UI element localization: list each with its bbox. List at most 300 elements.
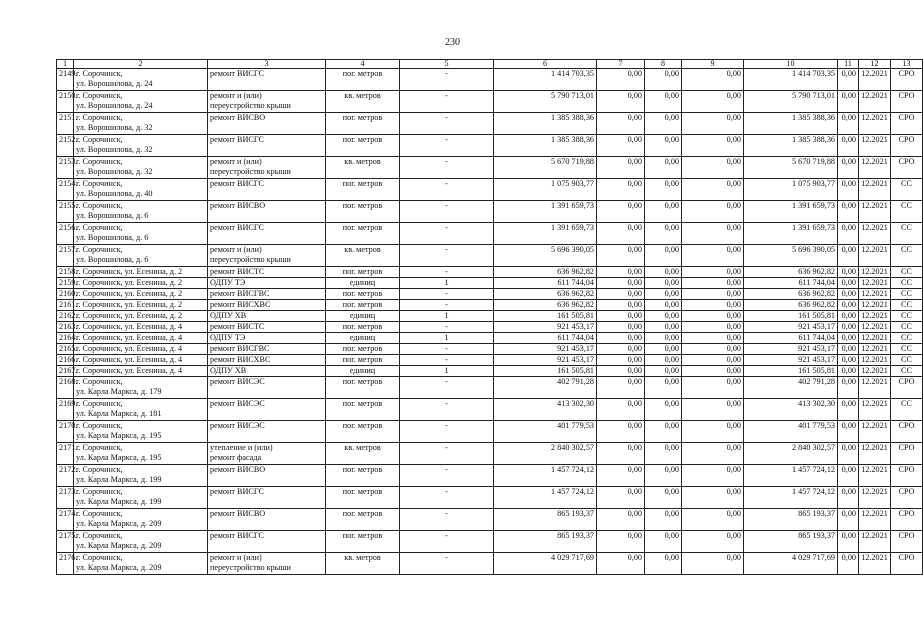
value-cell: 0,00 <box>838 377 859 399</box>
work-type-cell <box>208 421 326 443</box>
total-cost-cell: 1 391 659,73 <box>494 201 597 223</box>
fund-method-cell: СС <box>891 267 923 278</box>
address-line: г. Сорочинск, ул. Есенина, д. 4 <box>76 344 183 353</box>
value-cell: 0,00 <box>682 366 744 377</box>
value-cell: 0,00 <box>645 113 682 135</box>
value-cell: 0,00 <box>597 344 645 355</box>
work-type-line: ОДПУ ХВ <box>210 366 247 375</box>
unit-cell: пог. метров <box>326 69 400 91</box>
completion-date-cell: 12.2021 <box>859 322 891 333</box>
address-line: г. Сорочинск, <box>76 179 123 188</box>
row-number-cell: 2168. <box>57 377 74 399</box>
work-type-line: переустройство крыши <box>210 100 291 110</box>
work-type-cell <box>208 113 326 135</box>
address-line: г. Сорочинск, <box>76 465 123 474</box>
value-cell: 0,00 <box>838 531 859 553</box>
table-row <box>57 366 923 377</box>
address-line: г. Сорочинск, <box>76 223 123 232</box>
value-cell: 0,00 <box>645 223 682 245</box>
value-cell: 0,00 <box>645 322 682 333</box>
quantity-cell: - <box>400 135 494 157</box>
work-type-line: ремонт ВИСВО <box>210 201 266 210</box>
value-cell: 0,00 <box>645 344 682 355</box>
unit-cell: единиц <box>326 311 400 322</box>
quantity-cell: 1 <box>400 366 494 377</box>
fund-sum-cell: 921 453,17 <box>744 322 838 333</box>
unit-cell: пог. метров <box>326 355 400 366</box>
value-cell: 0,00 <box>838 344 859 355</box>
value-cell: 0,00 <box>645 421 682 443</box>
completion-date-cell: 12.2021 <box>859 223 891 245</box>
address-line: ул. Карла Маркса, д. 195 <box>76 452 162 462</box>
column-header: 9 <box>682 60 744 69</box>
total-cost-cell: 1 075 903,77 <box>494 179 597 201</box>
total-cost-cell: 636 962,82 <box>494 267 597 278</box>
value-cell: 0,00 <box>645 553 682 575</box>
work-type-line: ремонт ВИСТС <box>210 267 265 276</box>
fund-sum-cell: 2 840 302,57 <box>744 443 838 465</box>
row-number-cell: 2170. <box>57 421 74 443</box>
value-cell: 0,00 <box>597 69 645 91</box>
address-cell <box>74 201 208 223</box>
column-header: 5 <box>400 60 494 69</box>
fund-sum-cell: 1 391 659,73 <box>744 201 838 223</box>
quantity-cell: - <box>400 69 494 91</box>
address-cell <box>74 487 208 509</box>
completion-date-cell: 12.2021 <box>859 421 891 443</box>
address-cell <box>74 553 208 575</box>
address-line: г. Сорочинск, ул. Есенина, д. 4 <box>76 322 183 331</box>
work-type-line: ремонт ВИСХВС <box>210 300 271 309</box>
address-cell <box>74 157 208 179</box>
column-header: 1 <box>57 60 74 69</box>
table-row <box>57 223 923 245</box>
value-cell: 0,00 <box>682 91 744 113</box>
value-cell: 0,00 <box>597 223 645 245</box>
completion-date-cell: 12.2021 <box>859 366 891 377</box>
value-cell: 0,00 <box>597 531 645 553</box>
quantity-cell: 1 <box>400 333 494 344</box>
row-number-cell: 2158. <box>57 267 74 278</box>
unit-cell: единиц <box>326 366 400 377</box>
fund-method-cell: СРО <box>891 91 923 113</box>
value-cell: 0,00 <box>838 245 859 267</box>
unit-cell: пог. метров <box>326 113 400 135</box>
value-cell: 0,00 <box>645 509 682 531</box>
work-type-cell <box>208 344 326 355</box>
work-type-cell <box>208 245 326 267</box>
table-row <box>57 300 923 311</box>
address-line: ул. Ворошилова, д. 32 <box>76 122 153 132</box>
column-header: 4 <box>326 60 400 69</box>
value-cell: 0,00 <box>838 157 859 179</box>
total-cost-cell: 636 962,82 <box>494 289 597 300</box>
value-cell: 0,00 <box>597 245 645 267</box>
address-line: г. Сорочинск, <box>76 531 123 540</box>
address-cell <box>74 113 208 135</box>
unit-cell: пог. метров <box>326 344 400 355</box>
address-line: г. Сорочинск, <box>76 245 123 254</box>
table-row <box>57 267 923 278</box>
work-type-line: ремонт ВИСЭС <box>210 421 265 430</box>
work-type-cell <box>208 333 326 344</box>
quantity-cell: - <box>400 553 494 575</box>
work-type-line: ремонт и (или) <box>210 91 262 100</box>
table-row <box>57 487 923 509</box>
fund-sum-cell: 5 670 719,88 <box>744 157 838 179</box>
work-type-line: ремонт ВИСГВС <box>210 289 270 298</box>
address-line: ул. Карла Маркса, д. 181 <box>76 408 162 418</box>
address-line: г. Сорочинск, <box>76 113 123 122</box>
work-type-line: ремонт ВИСГС <box>210 223 264 232</box>
total-cost-cell: 1 457 724,12 <box>494 465 597 487</box>
completion-date-cell: 12.2021 <box>859 201 891 223</box>
fund-method-cell: СРО <box>891 421 923 443</box>
value-cell: 0,00 <box>597 355 645 366</box>
fund-method-cell: СС <box>891 333 923 344</box>
table-row <box>57 355 923 366</box>
quantity-cell: - <box>400 267 494 278</box>
table-row <box>57 278 923 289</box>
value-cell: 0,00 <box>838 179 859 201</box>
value-cell: 0,00 <box>597 278 645 289</box>
completion-date-cell: 12.2021 <box>859 135 891 157</box>
work-type-line: ремонт ВИСГВС <box>210 344 270 353</box>
value-cell: 0,00 <box>838 300 859 311</box>
quantity-cell: - <box>400 531 494 553</box>
completion-date-cell: 12.2021 <box>859 509 891 531</box>
table-row <box>57 421 923 443</box>
value-cell: 0,00 <box>838 465 859 487</box>
total-cost-cell: 1 391 659,73 <box>494 223 597 245</box>
work-type-line: ОДПУ ТЭ <box>210 333 246 342</box>
value-cell: 0,00 <box>645 69 682 91</box>
table-row <box>57 135 923 157</box>
work-type-cell <box>208 223 326 245</box>
table-row <box>57 443 923 465</box>
value-cell: 0,00 <box>597 399 645 421</box>
fund-method-cell: СРО <box>891 157 923 179</box>
row-number-cell: 2153. <box>57 157 74 179</box>
unit-cell: пог. метров <box>326 531 400 553</box>
address-line: ул. Ворошилова, д. 6 <box>76 210 149 220</box>
value-cell: 0,00 <box>682 311 744 322</box>
fund-method-cell: СС <box>891 201 923 223</box>
fund-sum-cell: 1 457 724,12 <box>744 487 838 509</box>
address-line: г. Сорочинск, <box>76 157 123 166</box>
completion-date-cell: 12.2021 <box>859 300 891 311</box>
value-cell: 0,00 <box>682 113 744 135</box>
work-type-cell <box>208 267 326 278</box>
work-type-cell <box>208 465 326 487</box>
address-cell <box>74 531 208 553</box>
value-cell: 0,00 <box>682 344 744 355</box>
address-line: г. Сорочинск, ул. Есенина, д. 4 <box>76 355 183 364</box>
quantity-cell: - <box>400 487 494 509</box>
value-cell: 0,00 <box>682 322 744 333</box>
completion-date-cell: 12.2021 <box>859 179 891 201</box>
value-cell: 0,00 <box>645 487 682 509</box>
value-cell: 0,00 <box>645 443 682 465</box>
row-number-cell: 2159. <box>57 278 74 289</box>
completion-date-cell: 12.2021 <box>859 113 891 135</box>
quantity-cell: - <box>400 113 494 135</box>
address-cell <box>74 135 208 157</box>
fund-method-cell: СС <box>891 289 923 300</box>
unit-cell: кв. метров <box>326 443 400 465</box>
column-header: 7 <box>597 60 645 69</box>
address-cell <box>74 278 208 289</box>
address-line: ул. Ворошилова, д. 24 <box>76 100 153 110</box>
unit-cell: кв. метров <box>326 553 400 575</box>
address-line: г. Сорочинск, <box>76 91 123 100</box>
value-cell: 0,00 <box>838 201 859 223</box>
unit-cell: пог. метров <box>326 322 400 333</box>
value-cell: 0,00 <box>838 509 859 531</box>
value-cell: 0,00 <box>597 179 645 201</box>
completion-date-cell: 12.2021 <box>859 289 891 300</box>
value-cell: 0,00 <box>682 487 744 509</box>
value-cell: 0,00 <box>682 465 744 487</box>
fund-sum-cell: 5 696 390,05 <box>744 245 838 267</box>
quantity-cell: - <box>400 322 494 333</box>
address-cell <box>74 366 208 377</box>
unit-cell: кв. метров <box>326 245 400 267</box>
completion-date-cell: 12.2021 <box>859 311 891 322</box>
capital-repair-table <box>56 59 923 575</box>
table-row <box>57 399 923 421</box>
fund-sum-cell: 402 791,28 <box>744 377 838 399</box>
table-row <box>57 69 923 91</box>
work-type-cell <box>208 487 326 509</box>
address-cell <box>74 300 208 311</box>
value-cell: 0,00 <box>838 91 859 113</box>
work-type-cell <box>208 157 326 179</box>
address-cell <box>74 377 208 399</box>
address-cell <box>74 421 208 443</box>
table-row <box>57 201 923 223</box>
value-cell: 0,00 <box>682 245 744 267</box>
value-cell: 0,00 <box>597 421 645 443</box>
address-line: г. Сорочинск, <box>76 443 123 452</box>
fund-sum-cell: 4 029 717,69 <box>744 553 838 575</box>
address-line: г. Сорочинск, <box>76 487 123 496</box>
table-row <box>57 333 923 344</box>
work-type-cell <box>208 278 326 289</box>
work-type-line: ремонт фасада <box>210 452 262 462</box>
table-row <box>57 531 923 553</box>
completion-date-cell: 12.2021 <box>859 465 891 487</box>
address-line: ул. Карла Маркса, д. 179 <box>76 386 162 396</box>
address-cell <box>74 443 208 465</box>
work-type-line: ремонт ВИСТС <box>210 322 265 331</box>
value-cell: 0,00 <box>682 289 744 300</box>
total-cost-cell: 921 453,17 <box>494 344 597 355</box>
value-cell: 0,00 <box>645 399 682 421</box>
row-number-cell: 2169. <box>57 399 74 421</box>
work-type-cell <box>208 135 326 157</box>
total-cost-cell: 5 696 390,05 <box>494 245 597 267</box>
value-cell: 0,00 <box>645 531 682 553</box>
fund-method-cell: СРО <box>891 443 923 465</box>
fund-method-cell: СС <box>891 311 923 322</box>
address-line: г. Сорочинск, ул. Есенина, д. 2 <box>76 300 183 309</box>
unit-cell: пог. метров <box>326 487 400 509</box>
completion-date-cell: 12.2021 <box>859 157 891 179</box>
value-cell: 0,00 <box>597 113 645 135</box>
value-cell: 0,00 <box>597 201 645 223</box>
completion-date-cell: 12.2021 <box>859 553 891 575</box>
address-line: г. Сорочинск, ул. Есенина, д. 2 <box>76 267 183 276</box>
fund-sum-cell: 1 385 388,36 <box>744 113 838 135</box>
total-cost-cell: 636 962,82 <box>494 300 597 311</box>
row-number-cell: 2161. <box>57 300 74 311</box>
address-cell <box>74 465 208 487</box>
fund-sum-cell: 161 505,81 <box>744 366 838 377</box>
value-cell: 0,00 <box>682 267 744 278</box>
value-cell: 0,00 <box>682 443 744 465</box>
work-type-line: ремонт ВИСВО <box>210 113 266 122</box>
value-cell: 0,00 <box>597 333 645 344</box>
address-cell <box>74 322 208 333</box>
work-type-cell <box>208 399 326 421</box>
address-line: г. Сорочинск, <box>76 201 123 210</box>
work-type-line: ремонт ВИСГС <box>210 531 264 540</box>
address-line: г. Сорочинск, ул. Есенина, д. 4 <box>76 333 183 342</box>
address-line: ул. Карла Маркса, д. 195 <box>76 430 162 440</box>
value-cell: 0,00 <box>597 135 645 157</box>
quantity-cell: - <box>400 355 494 366</box>
unit-cell: кв. метров <box>326 157 400 179</box>
column-header: 3 <box>208 60 326 69</box>
quantity-cell: - <box>400 344 494 355</box>
unit-cell: единиц <box>326 278 400 289</box>
address-line: г. Сорочинск, ул. Есенина, д. 2 <box>76 311 183 320</box>
work-type-cell <box>208 179 326 201</box>
value-cell: 0,00 <box>682 278 744 289</box>
value-cell: 0,00 <box>838 421 859 443</box>
fund-method-cell: СС <box>891 179 923 201</box>
fund-sum-cell: 1 075 903,77 <box>744 179 838 201</box>
completion-date-cell: 12.2021 <box>859 531 891 553</box>
value-cell: 0,00 <box>645 157 682 179</box>
work-type-cell <box>208 355 326 366</box>
total-cost-cell: 413 302,30 <box>494 399 597 421</box>
table-row <box>57 113 923 135</box>
address-cell <box>74 333 208 344</box>
value-cell: 0,00 <box>682 300 744 311</box>
total-cost-cell: 161 505,81 <box>494 366 597 377</box>
work-type-line: утепление и (или) <box>210 443 273 452</box>
fund-method-cell: СРО <box>891 553 923 575</box>
row-number-cell: 2166. <box>57 355 74 366</box>
row-number-cell: 2165. <box>57 344 74 355</box>
row-number-cell: 2160. <box>57 289 74 300</box>
quantity-cell: - <box>400 465 494 487</box>
total-cost-cell: 1 385 388,36 <box>494 113 597 135</box>
total-cost-cell: 1 414 703,35 <box>494 69 597 91</box>
completion-date-cell: 12.2021 <box>859 344 891 355</box>
fund-sum-cell: 161 505,81 <box>744 311 838 322</box>
total-cost-cell: 2 840 302,57 <box>494 443 597 465</box>
value-cell: 0,00 <box>682 223 744 245</box>
completion-date-cell: 12.2021 <box>859 487 891 509</box>
address-cell <box>74 69 208 91</box>
value-cell: 0,00 <box>645 201 682 223</box>
completion-date-cell: 12.2021 <box>859 69 891 91</box>
unit-cell: пог. метров <box>326 399 400 421</box>
column-header: 6 <box>494 60 597 69</box>
table-row <box>57 311 923 322</box>
value-cell: 0,00 <box>597 311 645 322</box>
completion-date-cell: 12.2021 <box>859 278 891 289</box>
column-header: 11 <box>838 60 859 69</box>
column-header: 12 <box>859 60 891 69</box>
value-cell: 0,00 <box>645 245 682 267</box>
quantity-cell: - <box>400 289 494 300</box>
fund-sum-cell: 1 385 388,36 <box>744 135 838 157</box>
completion-date-cell: 12.2021 <box>859 245 891 267</box>
value-cell: 0,00 <box>645 289 682 300</box>
quantity-cell: - <box>400 300 494 311</box>
value-cell: 0,00 <box>838 113 859 135</box>
value-cell: 0,00 <box>838 69 859 91</box>
fund-sum-cell: 1 414 703,35 <box>744 69 838 91</box>
row-number-cell: 2173. <box>57 487 74 509</box>
value-cell: 0,00 <box>838 355 859 366</box>
fund-sum-cell: 921 453,17 <box>744 344 838 355</box>
total-cost-cell: 611 744,04 <box>494 333 597 344</box>
fund-method-cell: СС <box>891 300 923 311</box>
column-header: 13 <box>891 60 923 69</box>
work-type-cell <box>208 377 326 399</box>
value-cell: 0,00 <box>597 465 645 487</box>
fund-sum-cell: 921 453,17 <box>744 355 838 366</box>
address-line: ул. Ворошилова, д. 40 <box>76 188 153 198</box>
value-cell: 0,00 <box>597 267 645 278</box>
unit-cell: пог. метров <box>326 300 400 311</box>
value-cell: 0,00 <box>682 333 744 344</box>
row-number-cell: 2174. <box>57 509 74 531</box>
row-number-cell: 2151. <box>57 113 74 135</box>
address-line: ул. Карла Маркса, д. 199 <box>76 474 162 484</box>
unit-cell: пог. метров <box>326 289 400 300</box>
fund-sum-cell: 636 962,82 <box>744 300 838 311</box>
quantity-cell: - <box>400 245 494 267</box>
value-cell: 0,00 <box>838 366 859 377</box>
unit-cell: пог. метров <box>326 135 400 157</box>
row-number-cell: 2155. <box>57 201 74 223</box>
value-cell: 0,00 <box>838 289 859 300</box>
completion-date-cell: 12.2021 <box>859 399 891 421</box>
fund-method-cell: СС <box>891 344 923 355</box>
address-line: г. Сорочинск, ул. Есенина, д. 2 <box>76 278 183 287</box>
value-cell: 0,00 <box>838 399 859 421</box>
completion-date-cell: 12.2021 <box>859 91 891 113</box>
fund-method-cell: СС <box>891 366 923 377</box>
value-cell: 0,00 <box>838 278 859 289</box>
value-cell: 0,00 <box>597 157 645 179</box>
row-number-cell: 2175. <box>57 531 74 553</box>
value-cell: 0,00 <box>838 553 859 575</box>
value-cell: 0,00 <box>838 322 859 333</box>
fund-method-cell: СРО <box>891 135 923 157</box>
unit-cell: пог. метров <box>326 267 400 278</box>
value-cell: 0,00 <box>597 366 645 377</box>
value-cell: 0,00 <box>645 465 682 487</box>
table-row <box>57 553 923 575</box>
total-cost-cell: 401 779,53 <box>494 421 597 443</box>
